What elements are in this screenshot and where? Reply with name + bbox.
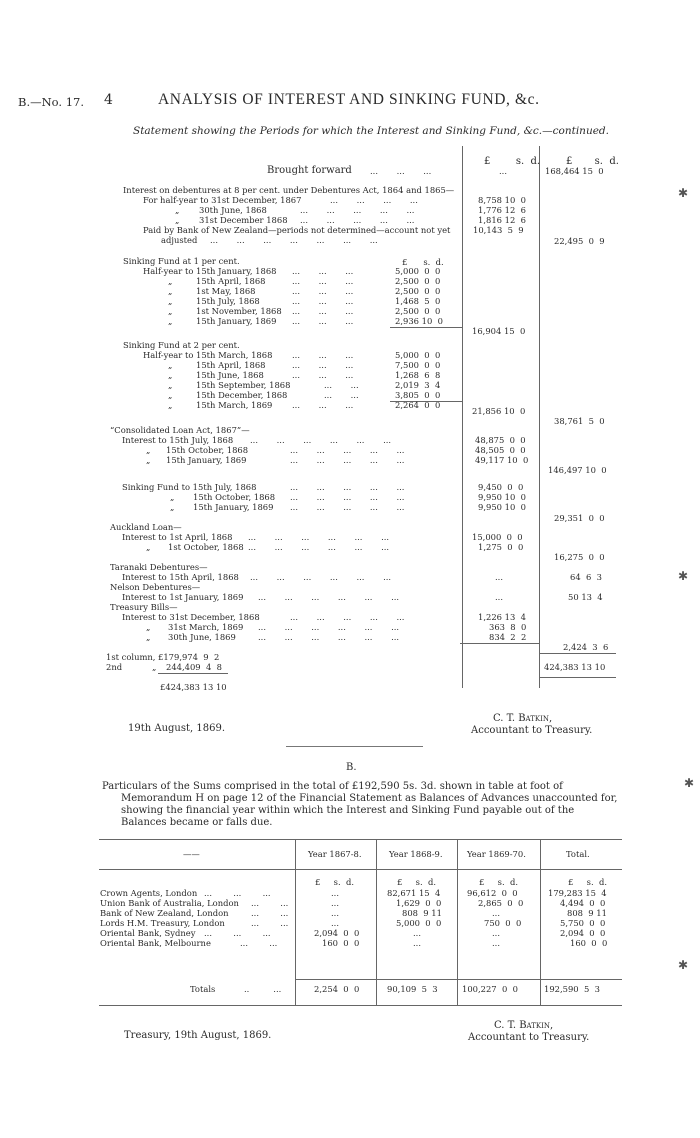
row-label: 15th December, 1868: [196, 390, 288, 400]
leader-dots: ... ... ...: [292, 286, 354, 296]
row-label: 31st December 1868: [199, 215, 288, 225]
value-c3: 2,424 3 6: [563, 642, 609, 652]
value-c3: 29,351 0 0: [554, 513, 605, 523]
table-cell: 4,494 0 0: [560, 898, 606, 908]
statement-subtitle: Statement showing the Periods for which the Interest and Sinking Fund, &c.—continued.: [133, 125, 609, 137]
leader-dots: ... ... ... ... ... ...: [248, 532, 390, 542]
value-c1: 5,000 0 0: [395, 266, 441, 276]
ditto-mark: „: [168, 380, 173, 390]
summary-col2-value: 244,409 4 8: [166, 662, 222, 672]
value-c3: 146,497 10 0: [548, 465, 607, 475]
row-label: 1st November, 1868: [196, 306, 282, 316]
value-c2: 1,275 0 0: [478, 542, 524, 552]
margin-mark-icon: ✱: [678, 958, 689, 972]
value-c1: 1,468 5 0: [395, 296, 441, 306]
row-label: Interest to 15th July, 1868: [122, 435, 234, 445]
column-rule: [376, 839, 377, 1005]
value-c2: 363 8 0: [489, 622, 527, 632]
leader-dots: ... ...: [251, 898, 289, 908]
col2-head: £ s. d.: [484, 156, 541, 167]
leader-dots: ... ...: [324, 380, 359, 390]
value-c2: 48,875 0 0: [475, 435, 526, 445]
unit-head: £ s. d.: [397, 877, 436, 887]
signature-title: Accountant to Treasury.: [471, 725, 593, 736]
sum-rule: [158, 673, 228, 674]
column-rule: [540, 839, 541, 1005]
margin-mark-icon: ✱: [678, 569, 689, 583]
leader-dots: ... ... ... ... ... ...: [258, 632, 400, 642]
row-label: Interest to 1st January, 1869: [122, 592, 244, 602]
row-label: adjusted: [161, 235, 198, 245]
table-row-label: Lords H.M. Treasury, London: [100, 918, 225, 928]
row-label: Interest to 31st December, 1868: [122, 612, 260, 622]
value-c1: 2,500 0 0: [395, 276, 441, 286]
table-cell: ...: [413, 938, 421, 948]
value-c2: 16,904 15 0: [472, 326, 526, 336]
page-number: 4: [104, 92, 113, 108]
row-label: 15th June, 1868: [196, 370, 264, 380]
section-divider: [286, 746, 423, 747]
value-c1: 5,000 0 0: [395, 350, 441, 360]
totals-label: Totals: [190, 984, 216, 994]
row-label: 15th September, 1868: [196, 380, 291, 390]
value-c2: ...: [495, 592, 503, 602]
row-label: 15th March, 1869: [196, 400, 273, 410]
table-cell: ...: [492, 908, 500, 918]
ditto-mark: „: [168, 360, 173, 370]
table-cell: 808 9 11: [567, 908, 607, 918]
sf1-heading: Sinking Fund at 1 per cent.: [123, 256, 240, 266]
row-label: Paid by Bank of New Zealand—periods not determined—account not yet: [143, 225, 451, 235]
row-label: Sinking Fund to 15th July, 1868: [122, 482, 257, 492]
leader-dots: ... ... ...: [292, 350, 354, 360]
ditto-mark: „: [146, 445, 151, 455]
value-c1: 3,805 0 0: [395, 390, 441, 400]
table-cell: 179,283 15 4: [548, 888, 607, 898]
row-label: Half-year to 15th January, 1868: [143, 266, 277, 276]
value-c2: 48,505 0 0: [475, 445, 526, 455]
row-label: 15th April, 1868: [196, 360, 266, 370]
row-label: Interest to 1st April, 1868: [122, 532, 233, 542]
table-cell: ...: [331, 888, 339, 898]
row-label: 31st March, 1869: [168, 622, 244, 632]
leader-dots: ... ... ... ... ...: [290, 612, 405, 622]
col-header: Total.: [566, 849, 590, 859]
value-c2: 21,856 10 0: [472, 406, 526, 416]
value-c2: 9,950 10 0: [478, 502, 526, 512]
ditto-mark: „: [168, 296, 173, 306]
total-rule: [460, 643, 540, 644]
header-blank: ——: [183, 849, 200, 859]
row-label: Half-year to 15th March, 1868: [143, 350, 273, 360]
leader-dots: ... ... ...: [204, 928, 271, 938]
table-row-label: Crown Agents, London: [100, 888, 198, 898]
unit-head: £ s. d.: [568, 877, 607, 887]
total-rule: [539, 653, 616, 654]
table-row-label: Oriental Bank, Melbourne: [100, 938, 211, 948]
leader-dots: ... ... ... ... ... ...: [250, 572, 392, 582]
table-cell: 2,094 0 0: [314, 928, 360, 938]
sf2-heading: Sinking Fund at 2 per cent.: [123, 340, 240, 350]
ditto-mark: „: [146, 542, 151, 552]
ditto-mark: „: [168, 400, 173, 410]
leader-dots: ... ... ... ... ...: [300, 205, 415, 215]
leader-dots: ... ... ...: [204, 888, 271, 898]
intro-line: Particulars of the Sums comprised in the total of £192,590 5s. 3d. shown in table at foot of: [102, 781, 563, 792]
leader-dots: ... ... ... ... ...: [290, 455, 405, 465]
col3-head: £ s. d.: [566, 156, 619, 167]
table-cell: 5,000 0 0: [396, 918, 442, 928]
value-c2: 1,776 12 6: [478, 205, 526, 215]
leader-dots: .. ...: [244, 984, 282, 994]
value-c2: 10,143 5 9: [473, 225, 524, 235]
margin-mark-icon: ✱: [684, 776, 695, 790]
value-c2: 834 2 2: [489, 632, 527, 642]
col-header: Year 1868-9.: [389, 849, 443, 859]
leader-dots: ... ... ...: [292, 266, 354, 276]
table-cell: ...: [413, 928, 421, 938]
table-row-label: Oriental Bank, Sydney: [100, 928, 196, 938]
table-cell: 750 0 0: [484, 918, 522, 928]
table-cell: 1,629 0 0: [396, 898, 442, 908]
section-b-date: Treasury, 19th August, 1869.: [124, 1030, 272, 1041]
table-cell: ...: [331, 918, 339, 928]
table-cell: 2,094 0 0: [560, 928, 606, 938]
value-c3: 64 6 3: [570, 572, 602, 582]
value-c2: 15,000 0 0: [472, 532, 523, 542]
leader-dots: ... ... ... ... ...: [300, 215, 415, 225]
leader-dots: ... ...: [240, 938, 278, 948]
leader-dots: ... ... ... ... ...: [290, 502, 405, 512]
ditto-mark: „: [152, 662, 157, 672]
consolidated-heading: “Consolidated Loan Act, 1867”—: [110, 425, 250, 435]
margin-mark-icon: ✱: [678, 186, 689, 200]
value-c3: 38,761 5 0: [554, 416, 605, 426]
column-rule: [539, 146, 540, 688]
ditto-mark: „: [170, 502, 175, 512]
value-c1: 2,500 0 0: [395, 306, 441, 316]
leader-dots: ... ... ... ... ... ... ...: [210, 235, 378, 245]
value-c2: ...: [495, 572, 503, 582]
value-c2: 49,117 10 0: [475, 455, 529, 465]
value-c2: 9,450 0 0: [478, 482, 524, 492]
nelson-heading: Nelson Debentures—: [110, 582, 201, 592]
table-cell: 96,612 0 0: [467, 888, 518, 898]
leader-dots: ... ... ...: [292, 306, 354, 316]
table-cell: 82,671 15 4: [387, 888, 441, 898]
signature-name: C. T. Batkin,: [493, 713, 553, 724]
totals-cell: 2,254 0 0: [314, 984, 360, 994]
table-cell: 2,865 0 0: [478, 898, 524, 908]
totals-cell: 192,590 5 3: [544, 984, 600, 994]
row-label: For half-year to 31st December, 1867: [143, 195, 302, 205]
table-cell: 160 0 0: [570, 938, 608, 948]
intro-line: showing the financial year within which the Interest and Sinking Fund payable out of the: [121, 805, 575, 816]
interest-8-heading: Interest on debentures at 8 per cent. under Debentures Act, 1864 and 1865—: [123, 185, 455, 195]
ditto-mark: „: [168, 370, 173, 380]
leader-dots: ... ... ... ... ...: [290, 492, 405, 502]
table-cell: 160 0 0: [322, 938, 360, 948]
value-c3: 50 13 4: [568, 592, 603, 602]
table-cell: ...: [331, 898, 339, 908]
ditto-mark: „: [146, 622, 151, 632]
col-header: Year 1867-8.: [308, 849, 362, 859]
value-c2: 8,758 10 0: [478, 195, 526, 205]
row-label: 15th April, 1868: [196, 276, 266, 286]
row-label: 15th October, 1868: [166, 445, 249, 455]
value-c3: 22,495 0 9: [554, 236, 605, 246]
ditto-mark: „: [168, 306, 173, 316]
brought-forward-label: Brought forward: [267, 165, 352, 176]
summary-col2-label: 2nd: [106, 662, 123, 672]
leader-dots: ... ... ... ... ...: [290, 445, 405, 455]
leader-dots: ... ... ... ... ... ...: [258, 592, 400, 602]
row-label: 15th July, 1868: [196, 296, 260, 306]
leader-dots: ... ... ...: [292, 276, 354, 286]
totals-rule: [295, 979, 622, 980]
leader-dots: ... ... ...: [292, 370, 354, 380]
leader-dots: ... ... ...: [292, 296, 354, 306]
ditto-mark: „: [175, 215, 180, 225]
totals-cell: 90,109 5 3: [387, 984, 438, 994]
row-label: 15th October, 1868: [193, 492, 276, 502]
row-label: 15th January, 1869: [193, 502, 274, 512]
total-rule: [539, 677, 616, 678]
ditto-mark: „: [146, 455, 151, 465]
leader-dots: ... ... ...: [292, 316, 354, 326]
table-row-label: Bank of New Zealand, London: [100, 908, 229, 918]
row-label: 1st October, 1868: [168, 542, 244, 552]
ditto-mark: „: [175, 205, 180, 215]
statement-date: 19th August, 1869.: [128, 723, 226, 734]
row-label: 30th June, 1868: [199, 205, 267, 215]
intro-line: Memorandum H on page 12 of the Financial Statement as Balances of Advances unaccounted for,: [121, 793, 618, 804]
document-ref: B.—No. 17.: [18, 95, 84, 109]
ditto-mark: „: [168, 276, 173, 286]
value-c2: 9,950 10 0: [478, 492, 526, 502]
table-cell: ...: [331, 908, 339, 918]
value-c1: 2,019 3 4: [395, 380, 441, 390]
value-c1: 2,500 0 0: [395, 286, 441, 296]
value-c3: 16,275 0 0: [554, 552, 605, 562]
leader-dots: ... ... ... ...: [330, 195, 418, 205]
table-cell: 5,750 0 0: [560, 918, 606, 928]
leader-dots: ... ...: [324, 390, 359, 400]
column-rule: [295, 839, 296, 1005]
page-title: ANALYSIS OF INTEREST AND SINKING FUND, &c.: [158, 91, 540, 108]
signature-name: C. T. Batkin,: [494, 1020, 554, 1031]
table-cell: ...: [492, 928, 500, 938]
row-label: 15th January, 1869: [166, 455, 247, 465]
leader-dots: ... ... ...: [292, 360, 354, 370]
ditto-mark: „: [170, 492, 175, 502]
value-c1: 7,500 0 0: [395, 360, 441, 370]
row-label: Interest to 15th April, 1868: [122, 572, 239, 582]
table-bottom-rule: [99, 1005, 622, 1006]
value-c1: 1,268 6 8: [395, 370, 441, 380]
summary-col1-value: £179,974 9 2: [158, 652, 220, 662]
row-label: 15th January, 1869: [196, 316, 277, 326]
column-rule: [457, 839, 458, 1005]
brought-forward-c2: ...: [499, 166, 507, 176]
ditto-mark: „: [168, 286, 173, 296]
table-cell: ...: [492, 938, 500, 948]
leader-dots: ... ... ...: [292, 400, 354, 410]
ditto-mark: „: [146, 632, 151, 642]
summary-sum: £424,383 13 10: [160, 682, 227, 692]
leader-dots: ... ... ... ... ... ...: [250, 435, 392, 445]
table-top-rule: [99, 839, 622, 840]
section-letter: B.: [346, 762, 357, 773]
table-header-rule: [99, 869, 622, 870]
table-cell: 808 9 11: [402, 908, 442, 918]
leader-dots: ... ...: [251, 918, 289, 928]
column-rule: [462, 146, 463, 688]
summary-col1-label: 1st column,: [106, 652, 156, 662]
value-c1: 2,936 10 0: [395, 316, 443, 326]
unit-head: £ s. d.: [479, 877, 518, 887]
auckland-heading: Auckland Loan—: [110, 522, 182, 532]
treasury-heading: Treasury Bills—: [110, 602, 178, 612]
ditto-mark: „: [168, 390, 173, 400]
table-row-label: Union Bank of Australia, London: [100, 898, 239, 908]
brought-forward-c3: 168,464 15 0: [545, 166, 604, 176]
ditto-mark: „: [168, 316, 173, 326]
leader-dots: ... ...: [251, 908, 289, 918]
subtotal-rule: [390, 327, 462, 328]
row-label: 1st May, 1868: [196, 286, 256, 296]
leader-dots: ... ... ...: [370, 166, 432, 176]
taranaki-heading: Taranaki Debentures—: [110, 562, 208, 572]
col1-head: £ s. d.: [402, 257, 444, 267]
value-c2: 1,816 12 6: [478, 215, 526, 225]
intro-line: Balances became or falls due.: [121, 817, 273, 828]
unit-head: £ s. d.: [315, 877, 354, 887]
totals-cell: 100,227 0 0: [462, 984, 518, 994]
leader-dots: ... ... ... ... ... ...: [248, 542, 390, 552]
value-c2: 1,226 13 4: [478, 612, 526, 622]
leader-dots: ... ... ... ... ...: [290, 482, 405, 492]
value-c1: 2,264 0 0: [395, 400, 441, 410]
grand-total: 424,383 13 10: [544, 662, 606, 672]
col-header: Year 1869-70.: [467, 849, 526, 859]
leader-dots: ... ... ... ... ... ...: [258, 622, 400, 632]
row-label: 30th June, 1869: [168, 632, 236, 642]
signature-title: Accountant to Treasury.: [468, 1032, 590, 1043]
